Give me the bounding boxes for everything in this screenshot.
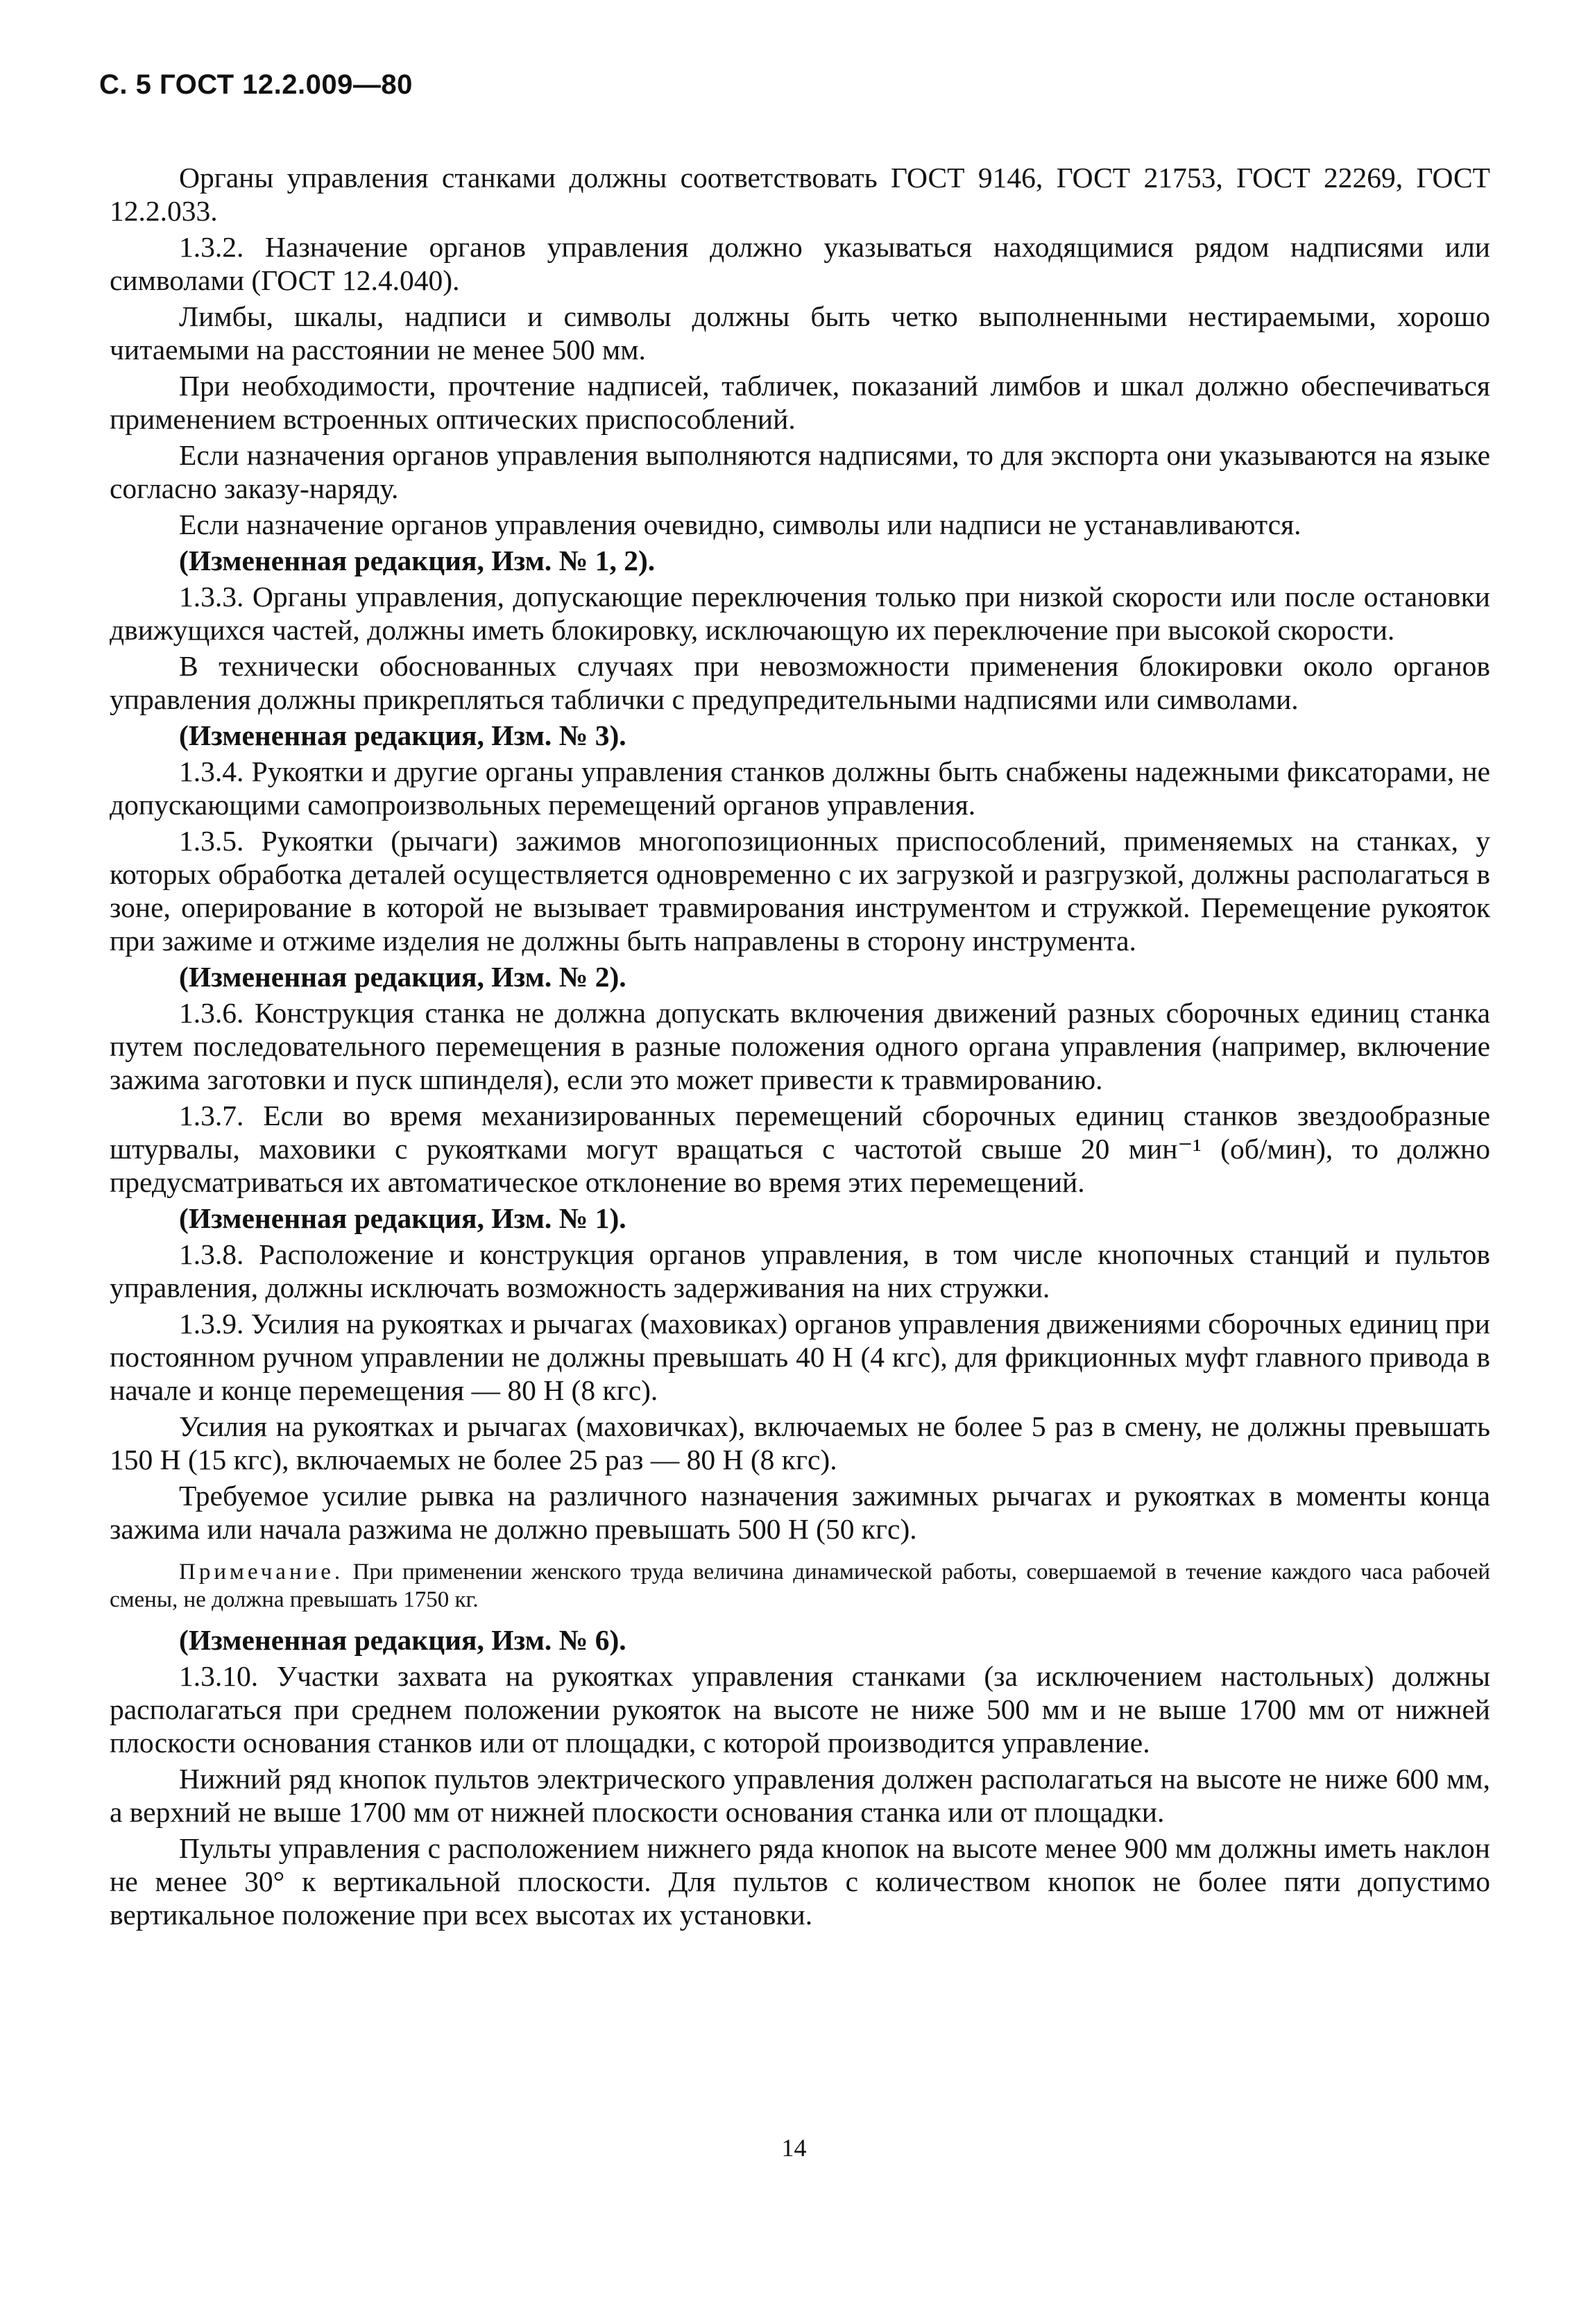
paragraph-1-3-8: 1.3.8. Расположение и конструкция органов управления, в том числе кнопочных станций и пультов управления, должны исключать возможность задерживания на них стружки. (110, 1238, 1490, 1304)
revision-note-5: (Измененная редакция, Изм. № 6). (179, 1624, 626, 1656)
paragraph-1-3-9: 1.3.9. Усилия на рукоятках и рычагах (маховиках) органов управления движениями сборочных единиц при постоянном ручном управлении не должны превышать 40 Н (4 кгс), для фрикционных муфт главного привода в начале и конце перемещения — 80 Н (8 кгс). (110, 1308, 1490, 1406)
paragraph-4: При необходимости, прочтение надписей, табличек, показаний лимбов и шкал должно обеспечиваться применением встроенных оптических приспособлений. (110, 370, 1490, 435)
paragraph-5: Если назначения органов управления выполняются надписями, то для экспорта они указываются на языке согласно заказу-наряду. (110, 439, 1490, 504)
paragraph-1-3-10: 1.3.10. Участки захвата на рукоятках управления станками (за исключением настольных) должны располагаться при среднем положении рукояток на высоте не ниже 500 мм и не выше 1700 мм от нижней плоскости основания станков или от площадки, с которой производится управление. (110, 1660, 1490, 1759)
paragraph-1: Органы управления станками должны соответствовать ГОСТ 9146, ГОСТ 21753, ГОСТ 22269, ГОСТ 12.2.033. (110, 162, 1490, 227)
paragraph-3: Лимбы, шкалы, надписи и символы должны быть четко выполненными нестираемыми, хорошо читаемыми на расстоянии не менее 500 мм. (110, 300, 1490, 366)
page-number: 14 (781, 2134, 807, 2162)
paragraph-panel-tilt: Пульты управления с расположением нижнего ряда кнопок на высоте менее 900 мм должны иметь наклон не менее 30° к вертикальной плоскости. Для пультов с количеством кнопок не более пяти допустимо вертикальное положение при всех высотах их установки. (110, 1832, 1490, 1931)
paragraph-1-3-6: 1.3.6. Конструкция станка не должна допускать включения движений разных сборочных единиц станка путем последовательного перемещения в разные положения одного органа управления (например, включение зажима заготовки и пуск шпинделя), если это может привести к травмированию. (110, 997, 1490, 1095)
document-body (110, 161, 1490, 1934)
paragraph-9: В технически обоснованных случаях при невозможности применения блокировки около органов управления должны прикрепляться таблички с предупредительными надписями или символами. (110, 650, 1490, 715)
note-label: Примечание. (179, 1560, 344, 1584)
page-header: С. 5 ГОСТ 12.2.009—80 (99, 69, 413, 100)
paragraph-1-3-7: 1.3.7. Если во время механизированных перемещений сборочных единиц станков звездообразные штурвалы, маховики с рукоятками могут вращаться с частотой свыше 20 мин⁻¹ (об/мин), то должно предусматриваться их автоматическое отклонение во время этих перемещений. (110, 1100, 1490, 1198)
revision-note-4: (Измененная редакция, Изм. № 1). (179, 1202, 626, 1234)
paragraph-6: Если назначение органов управления очевидно, символы или надписи не устанавливаются. (179, 509, 1301, 540)
revision-note-3: (Измененная редакция, Изм. № 2). (179, 961, 626, 993)
paragraph-1-3-5: 1.3.5. Рукоятки (рычаги) зажимов многопозиционных приспособлений, применяемых на станках, у которых обработка деталей осуществляется одновременно с их загрузкой и разгрузкой, должны располагаться в зоне, оперирование в которой не вызывает травмирования инструментом и стружкой. Перемещение рукояток при зажиме и отжиме изделия не должны быть направлены в сторону инструмента. (110, 825, 1490, 957)
paragraph-19: Усилия на рукоятках и рычагах (маховичках), включаемых не более 5 раз в смену, не должны превышать 150 Н (15 кгс), включаемых не более 25 раз — 80 Н (8 кгс). (110, 1410, 1490, 1476)
note-text: При применении женского труда величина динамической работы, совершаемой в течение каждого часа рабочей смены, не должна превышать 1750 кг. (110, 1560, 1490, 1612)
paragraph-1-3-4: 1.3.4. Рукоятки и другие органы управления станков должны быть снабжены надежными фиксаторами, не допускающими самопроизвольных перемещений органов управления. (110, 755, 1490, 821)
revision-note-1: (Измененная редакция, Изм. № 1, 2). (179, 545, 656, 576)
paragraph-1-3-2: 1.3.2. Назначение органов управления должно указываться находящимися рядом надписями или символами (ГОСТ 12.4.040). (110, 231, 1490, 296)
paragraph-buttons-height: Нижний ряд кнопок пультов электрического управления должен располагаться на высоте не ниже 600 мм, а верхний не выше 1700 мм от нижней плоскости основания станка или от площадки. (110, 1763, 1490, 1828)
paragraph-1-3-3: 1.3.3. Органы управления, допускающие переключения только при низкой скорости или после остановки движущихся частей, должны иметь блокировку, исключающую их переключение при высокой скорости. (110, 581, 1490, 646)
note (110, 1558, 1490, 1614)
revision-note-2: (Измененная редакция, Изм. № 3). (179, 719, 626, 751)
paragraph-20: Требуемое усилие рывка на различного назначения зажимных рычагах и рукоятках в моменты конца зажима или начала разжима не должно превышать 500 Н (50 кгс). (110, 1480, 1490, 1545)
